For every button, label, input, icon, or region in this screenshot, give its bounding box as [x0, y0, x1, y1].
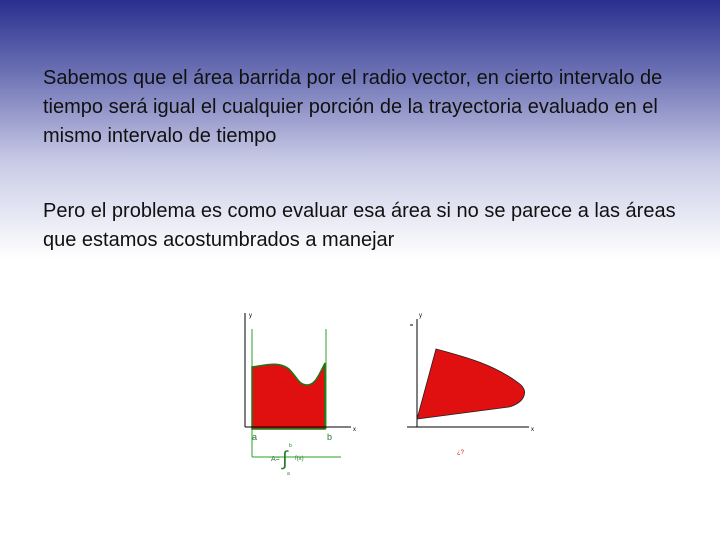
- right-graph: [407, 313, 534, 456]
- paragraph-kepler-area: Sabemos que el área barrida por el radio vector, en cierto intervalo de tiempo será igual el cualquier porción de la trayectoria evaluado en el mismo intervalo de tiempo: [43, 67, 663, 147]
- right-area-fill: [417, 349, 525, 419]
- integral-lower-limit: a: [287, 471, 290, 477]
- left-b-label: b: [327, 432, 333, 442]
- left-area-fill: [252, 363, 325, 429]
- right-y-label: y: [419, 313, 422, 319]
- left-x-label: x: [353, 427, 356, 433]
- integral-integrand: f(x): [295, 456, 304, 462]
- left-a-label: a: [252, 432, 258, 442]
- integral-sign-icon: ∫: [282, 448, 288, 470]
- integral-upper-limit: b: [289, 443, 292, 449]
- right-x-label: x: [531, 427, 534, 433]
- left-y-label: y: [249, 313, 252, 319]
- paragraph-area-problem: Pero el problema es como evaluar esa área si no se parece a las áreas que estamos acostumbrados a manejar: [43, 200, 676, 251]
- integral-prefix: A=: [271, 456, 280, 463]
- right-question-label: ¿?: [457, 450, 465, 456]
- area-figure: [221, 299, 541, 487]
- left-graph: [245, 313, 356, 477]
